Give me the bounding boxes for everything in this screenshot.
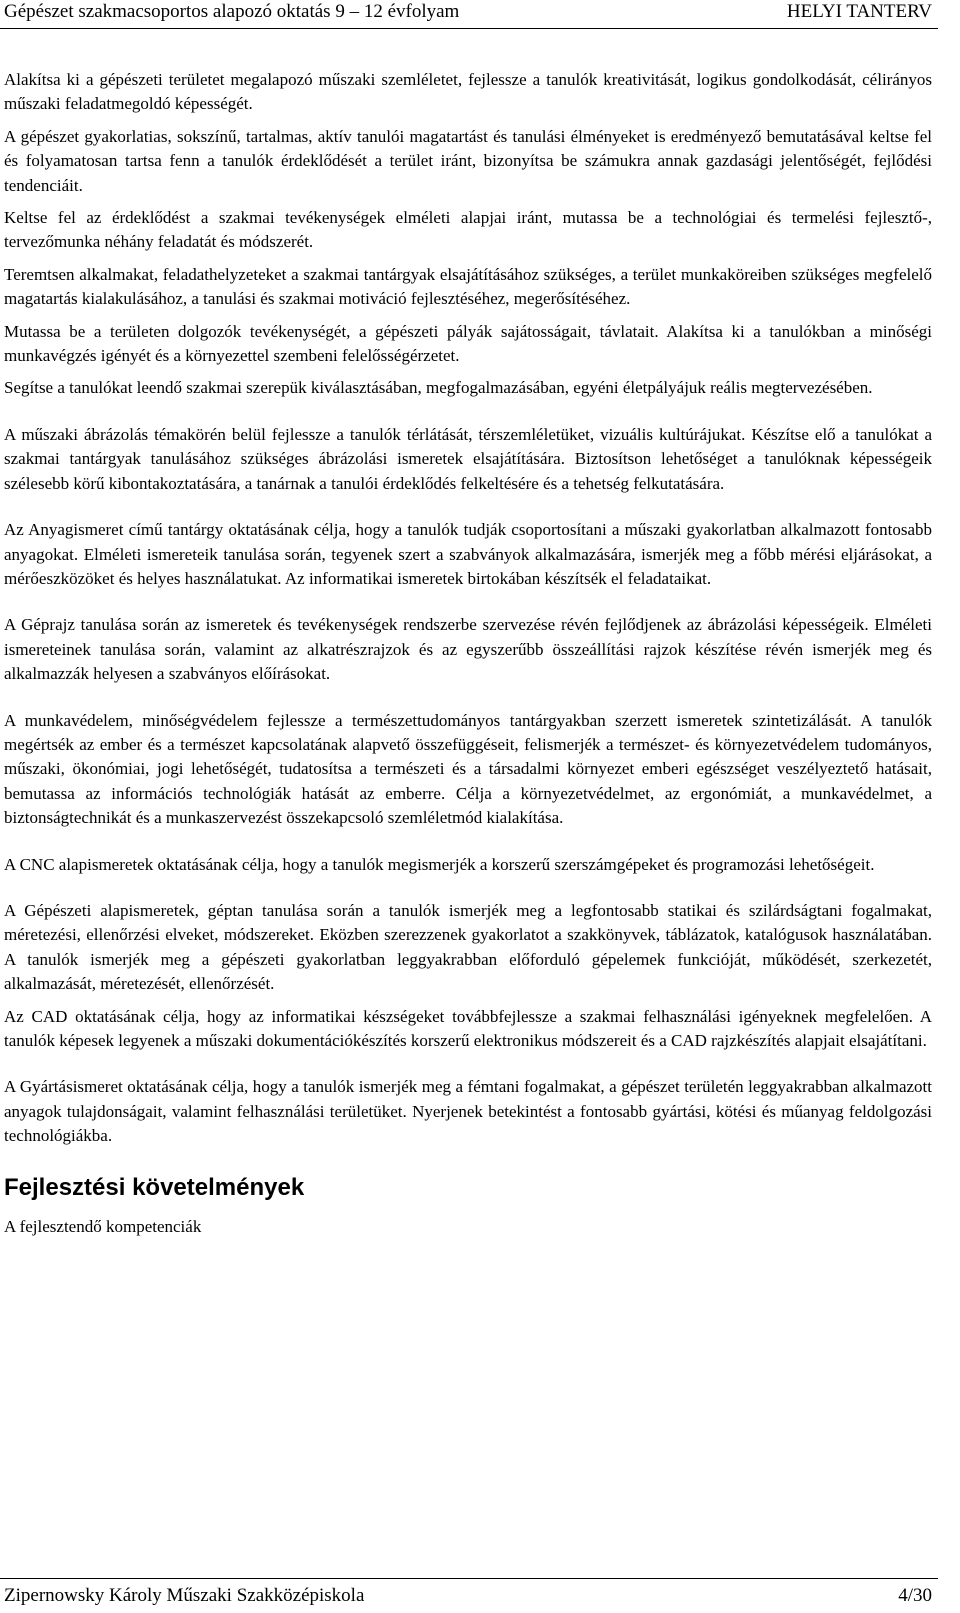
header-title: Gépészet szakmacsoportos alapozó oktatás 9 – 12 évfolyam xyxy=(4,1,460,22)
paragraph: A Gyártásismeret oktatásának célja, hogy a tanulók ismerjék meg a fémtani fogalmakat, a gépészet területén leggyakrabban alkalmazott anyagok tulajdonságait, valamint felhasználási területüket. Nyerjenek betekintést a fontosabb gyártási, kötési és műanyag feldolgozási technológiákba. xyxy=(4,1077,932,1146)
paragraph: Teremtsen alkalmakat, feladathelyzeteket a szakmai tantárgyak elsajátításához szükséges, a terület munkaköreiben szükséges megfelelő magatartás kialakulásához, a tanulási és szakmai motiváció fejlesztéséhez, megerősítéséhez. xyxy=(4,264,932,309)
paragraph: Alakítsa ki a gépészeti területet megalapozó műszaki szemléletet, fejlessze a tanulók kreativitását, logikus gondolkodását, célirányos műszaki feladatmegoldó képességét. xyxy=(4,70,932,114)
section-heading: Fejlesztési követelmények xyxy=(4,1173,305,1201)
document-body xyxy=(4,68,932,1247)
paragraph: Az CAD oktatásának célja, hogy az informatikai készségeket továbbfejlesszе a szakmai felhasználási igényeknek megfelelően. A tanulók képesek legyenek a műszaki dokumentációkészítés korszerű elektronikus módszereit és a CAD rajzkészítés alapjait elsajátítani. xyxy=(4,1006,932,1050)
paragraph: Segítse a tanulókat leendő szakmai szerepük kiválasztásában, megfogalmazásában, egyéni életpályájuk reális megtervezésében. xyxy=(4,378,873,398)
paragraph: A CNC alapismeretek oktatásának célja, hogy a tanulók megismerjék a korszerű szerszámgépeket és programozási lehetőségeit. xyxy=(4,854,875,874)
paragraph: Keltse fel az érdeklődést a szakmai tevékenységek elméleti alapjai iránt, mutassa be a technológiai és termelési fejlesztő-, tervezőmunka néhány feladatát és módszerét. xyxy=(4,208,932,252)
paragraph: A gépészet gyakorlatias, sokszínű, tartalmas, aktív tanulói magatartást és tanulási élményeket is eredményező bemutatásával keltse fel és folyamatosan tartsa fenn a tanulók érdeklődését a terület iránt, bizonyítsa be számukra annak gazdasági jelentőségét, fejlődési tendenciáit. xyxy=(4,126,932,195)
paragraph: Mutassa be a területen dolgozók tevékenységét, a gépészeti pályák sajátosságait, távlatait. Alakítsa ki a tanulókban a minőségi munkavégzés igényét és a környezettel szembeni felelősségérzetet. xyxy=(4,321,932,366)
paragraph: A műszaki ábrázolás témakörén belül fejlessze a tanulók térlátását, térszemléletüket, vizuális kultúrájukat. Készítse elő a tanulókat a szakmai tantárgyak tanulásához szükséges ábrázolási ismeretek elsajátítására. Biztosítson lehetőséget a tanulóknak képességeik szélesebb körű kibontakoztatására, a tanárnak a tanulói érdeklődés felkeltésére és a tehetség felkutatására. xyxy=(4,424,932,493)
footer-school-name: Zipernowsky Károly Műszaki Szakközépiskola xyxy=(4,1585,365,1606)
page-number: 4/30 xyxy=(898,1585,932,1606)
paragraph: A munkavédelem, minőségvédelem fejlessze a természettudományos tantárgyakban szerzett ismeretek szintetizálását. A tanulók megértsék az ember és a természet kapcsolatának alapvető összefüggéseit, felismerjék a természet- és környezetvédelem tudományos, műszaki, ökonómiai, jogi lehetőségét, tudatosítsa a természeti és a társadalmi környezet emberi egészséget veszélyeztető hatásait, bemutassa az információs technológiák hatását az emberre. Célja a környezetvédelmet, az ergonómiát, a munkavédelmet, a biztonságtechnikát és a munkaszervezést összekapcsoló szemléletmód kialakítása. xyxy=(4,710,932,828)
paragraph: A Géprajz tanulása során az ismeretek és tevékenységek rendszerbe szervezése révén fejlődjenek az ábrázolási képességeik. Elméleti ismereteinek tanulása során, valamint az alkatrészrajzok és az egyszerűbb összeállítási rajzok készítése révén ismerjék meg és alkalmazzák helyesen a szabványos előírásokat. xyxy=(4,615,932,684)
paragraph: Az Anyagismeret című tantárgy oktatásának célja, hogy a tanulók tudják csoportosítani a műszaki gyakorlatban alkalmazott fontosabb anyagokat. Elméleti ismereteik tanulása során, tegyenek szert a szabványok alkalmazására, ismerjék meg a főbb mérési eljárásokat, a mérőeszközöket és helyes használatukat. Az informatikai ismeretek birtokában készítsék el feladataikat. xyxy=(4,520,932,588)
section-subtitle: A fejlesztendő kompetenciák xyxy=(4,1216,202,1236)
page-footer xyxy=(0,1578,938,1613)
header-document-type: HELYI TANTERV xyxy=(786,1,932,22)
page-header xyxy=(0,0,938,29)
paragraph: A Gépészeti alapismeretek, géptan tanulása során a tanulók ismerjék meg a legfontosabb statikai és szilárdságtani fogalmakat, méretezési, ellenőrzési elveket, módszereket. Eközben szerezzenek gyakorlatot a szakkönyvek, táblázatok, katalógusok használatában. A tanulók ismerjék meg a gépészeti gyakorlatban leggyakrabban előforduló gépelemek funkcióját, működését, szerkezetét, alkalmazását, méretezését, ellenőrzését. xyxy=(4,900,932,994)
